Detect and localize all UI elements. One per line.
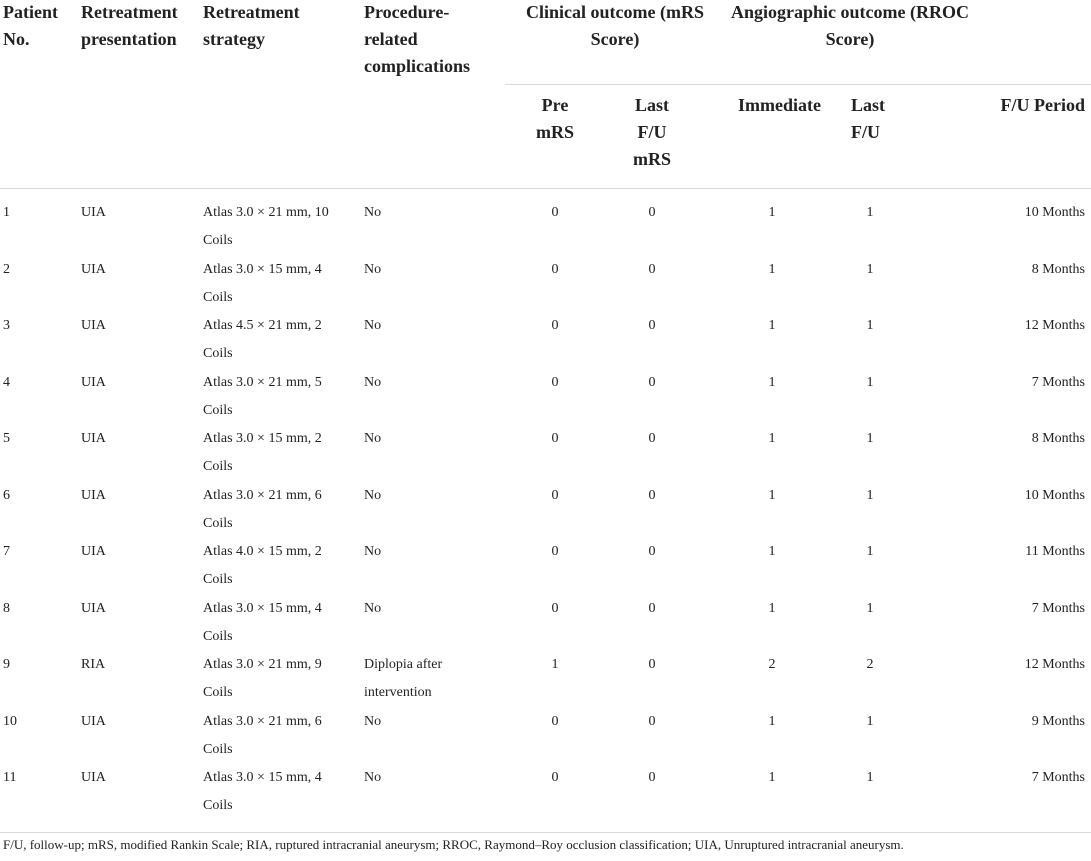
cell-patient-no: 2 (3, 262, 10, 277)
cell-complications: No (364, 375, 382, 390)
header-clinical-outcome: Clinical outcome (mRS Score) (526, 2, 704, 49)
cell-last-fu-mrs: 0 (648, 657, 656, 672)
cell-strategy: Atlas 3.0 × 21 mm, 6 Coils (203, 488, 322, 531)
cell-last-fu-mrs: 0 (648, 544, 656, 559)
cell-patient-no: 6 (3, 488, 10, 503)
cell-fu-period: 8 Months (1031, 431, 1085, 446)
cell-pre-mrs: 0 (551, 318, 559, 333)
cell-strategy: Atlas 3.0 × 15 mm, 4 Coils (203, 601, 322, 644)
cell-strategy: Atlas 3.0 × 21 mm, 9 Coils (203, 657, 322, 700)
cell-pre-mrs: 0 (551, 544, 559, 559)
cell-complications: No (364, 714, 382, 729)
cell-presentation: UIA (81, 205, 106, 220)
table-bottom-rule (0, 832, 1091, 833)
cell-presentation: UIA (81, 375, 106, 390)
cell-patient-no: 10 (3, 714, 17, 729)
cell-patient-no: 3 (3, 318, 10, 333)
cell-fu-period: 12 Months (1024, 657, 1085, 672)
cell-strategy: Atlas 4.5 × 21 mm, 2 Coils (203, 318, 322, 361)
cell-last-fu-mrs: 0 (648, 318, 656, 333)
cell-last-fu: 2 (866, 657, 874, 672)
cell-last-fu: 1 (866, 318, 874, 333)
cell-patient-no: 4 (3, 375, 10, 390)
cell-pre-mrs: 0 (551, 205, 559, 220)
cell-fu-period: 8 Months (1031, 262, 1085, 277)
cell-pre-mrs: 0 (551, 431, 559, 446)
cell-last-fu: 1 (866, 431, 874, 446)
cell-pre-mrs: 0 (551, 488, 559, 503)
cell-fu-period: 7 Months (1031, 770, 1085, 785)
cell-complications: No (364, 318, 382, 333)
cell-presentation: RIA (81, 657, 106, 672)
cell-presentation: UIA (81, 488, 106, 503)
cell-fu-period: 9 Months (1031, 714, 1085, 729)
cell-immediate: 1 (768, 205, 776, 220)
cell-fu-period: 11 Months (1025, 544, 1085, 559)
cell-fu-period: 10 Months (1024, 488, 1085, 503)
cell-pre-mrs: 1 (551, 657, 559, 672)
cell-patient-no: 9 (3, 657, 10, 672)
cell-fu-period: 12 Months (1024, 318, 1085, 333)
cell-complications: No (364, 431, 382, 446)
header-patient-no: Patient No. (3, 2, 58, 49)
cell-last-fu-mrs: 0 (648, 262, 656, 277)
cell-last-fu: 1 (866, 262, 874, 277)
cell-fu-period: 7 Months (1031, 601, 1085, 616)
cell-presentation: UIA (81, 262, 106, 277)
cell-strategy: Atlas 3.0 × 15 mm, 4 Coils (203, 262, 322, 305)
cell-immediate: 1 (768, 318, 776, 333)
cell-last-fu: 1 (866, 544, 874, 559)
cell-last-fu-mrs: 0 (648, 375, 656, 390)
cell-patient-no: 7 (3, 544, 10, 559)
cell-pre-mrs: 0 (551, 262, 559, 277)
cell-immediate: 1 (768, 714, 776, 729)
cell-patient-no: 8 (3, 601, 10, 616)
cell-last-fu: 1 (866, 488, 874, 503)
cell-last-fu: 1 (866, 375, 874, 390)
cell-last-fu: 1 (866, 770, 874, 785)
cell-immediate: 1 (768, 544, 776, 559)
header-angiographic-outcome: Angiographic outcome (RROC Score) (731, 2, 969, 49)
header-pre-mrs: Pre mRS (535, 95, 574, 142)
cell-last-fu: 1 (866, 714, 874, 729)
cell-complications: No (364, 205, 382, 220)
cell-fu-period: 7 Months (1031, 375, 1085, 390)
header-last-fu-mrs: Last F/U mRS (632, 95, 671, 169)
cell-immediate: 1 (768, 601, 776, 616)
cell-last-fu-mrs: 0 (648, 431, 656, 446)
cell-patient-no: 5 (3, 431, 10, 446)
header-fu-period: F/U Period (1000, 95, 1085, 115)
cell-presentation: UIA (81, 770, 106, 785)
cell-presentation: UIA (81, 318, 106, 333)
cell-last-fu-mrs: 0 (648, 601, 656, 616)
cell-complications: No (364, 488, 382, 503)
cell-pre-mrs: 0 (551, 714, 559, 729)
cell-presentation: UIA (81, 431, 106, 446)
cell-immediate: 1 (768, 431, 776, 446)
cell-last-fu-mrs: 0 (648, 488, 656, 503)
header-last-fu: Last F/U (851, 95, 886, 142)
cell-immediate: 1 (768, 770, 776, 785)
cell-complications: No (364, 601, 382, 616)
cell-strategy: Atlas 3.0 × 15 mm, 4 Coils (203, 770, 322, 813)
header-retreatment-strategy: Retreatment strategy (203, 2, 300, 49)
cell-last-fu-mrs: 0 (648, 205, 656, 220)
header-retreatment-presentation: Retreatment presentation (81, 2, 178, 49)
cell-presentation: UIA (81, 601, 106, 616)
cell-presentation: UIA (81, 714, 106, 729)
cell-complications: No (364, 544, 382, 559)
cell-strategy: Atlas 3.0 × 21 mm, 10 Coils (203, 205, 329, 248)
cell-presentation: UIA (81, 544, 106, 559)
group-header-divider (505, 84, 1091, 85)
header-bottom-rule (0, 188, 1091, 189)
cell-last-fu-mrs: 0 (648, 714, 656, 729)
cell-complications: Diplopia after intervention (364, 657, 443, 700)
cell-patient-no: 11 (3, 770, 17, 785)
cell-strategy: Atlas 3.0 × 15 mm, 2 Coils (203, 431, 322, 474)
cell-immediate: 1 (768, 375, 776, 390)
cell-pre-mrs: 0 (551, 770, 559, 785)
cell-pre-mrs: 0 (551, 601, 559, 616)
cell-last-fu: 1 (866, 601, 874, 616)
cell-strategy: Atlas 3.0 × 21 mm, 5 Coils (203, 375, 322, 418)
cell-strategy: Atlas 4.0 × 15 mm, 2 Coils (203, 544, 322, 587)
cell-complications: No (364, 770, 382, 785)
cell-immediate: 1 (768, 262, 776, 277)
cell-pre-mrs: 0 (551, 375, 559, 390)
header-procedure-complications: Procedure-related complications (364, 2, 470, 76)
cell-last-fu: 1 (866, 205, 874, 220)
cell-immediate: 1 (768, 488, 776, 503)
cell-strategy: Atlas 3.0 × 21 mm, 6 Coils (203, 714, 322, 757)
table-footnote: F/U, follow-up; mRS, modified Rankin Scale; RIA, ruptured intracranial aneurysm; RROC, Raymond–Roy occlusion classification; UIA, Unruptured intracranial aneurysm. (3, 837, 904, 852)
cell-patient-no: 1 (3, 205, 10, 220)
cell-fu-period: 10 Months (1024, 205, 1085, 220)
cell-complications: No (364, 262, 382, 277)
cell-last-fu-mrs: 0 (648, 770, 656, 785)
cell-immediate: 2 (768, 657, 776, 672)
header-immediate: Immediate (738, 95, 821, 115)
